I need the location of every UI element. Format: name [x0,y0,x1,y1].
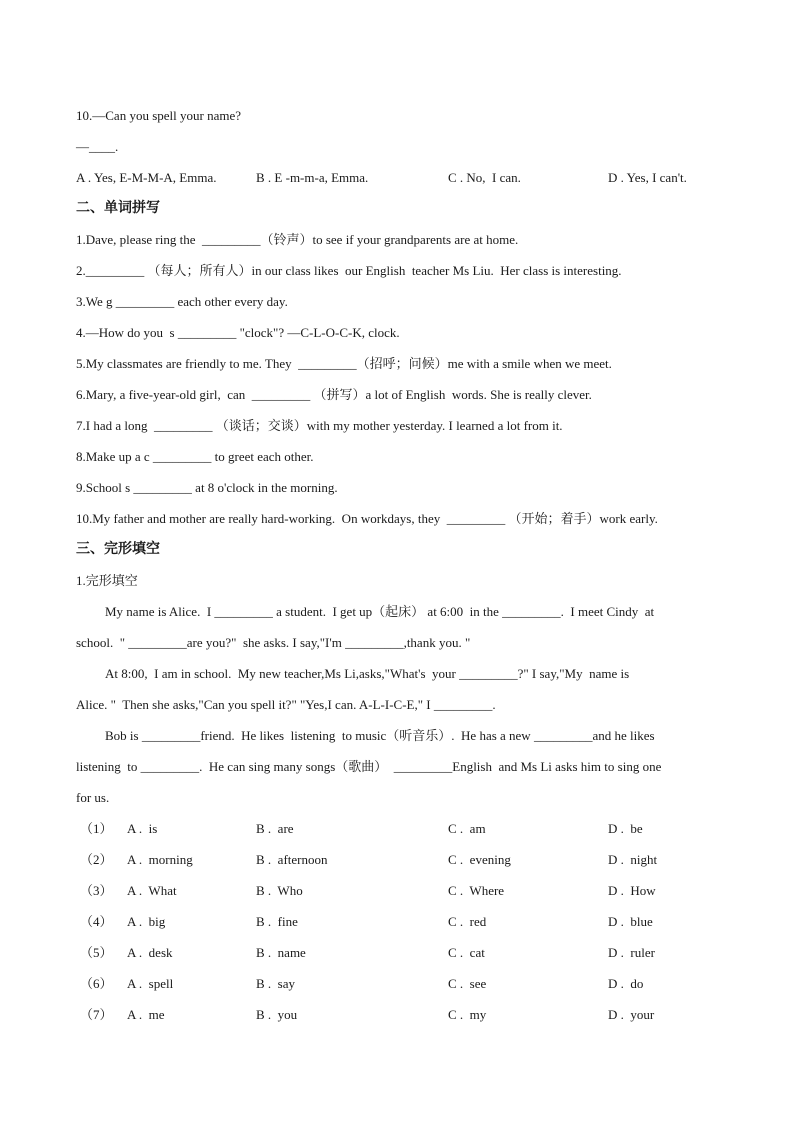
passage-text: My name is Alice. I _________ a student. I get up（起床） at 6:00 in the _________. I meet Cindy at [105,604,655,619]
passage-line [76,720,736,751]
spelling-item-text: 2._________ （每人；所有人）in our class likes our English teacher Ms Liu. Her class is interesting. [76,263,622,278]
spelling-item [76,255,736,286]
option-c: C . see [448,976,487,991]
option-a: A . desk [127,945,173,960]
passage-text: listening to _________. He can sing many songs（歌曲） _________English and Ms Li asks him to sing one [76,759,662,774]
spelling-item-text: 1.Dave, please ring the _________（铃声）to see if your grandparents are at home. [76,232,519,247]
option-d: D . do [608,976,644,991]
cloze-question [76,906,736,937]
spelling-item-text: 3.We g _________ each other every day. [76,294,288,309]
option-c: C . am [448,821,486,836]
passage-line [76,689,736,720]
question-number: （6） [80,976,113,991]
spelling-item-text: 7.I had a long _________ （谈话；交谈）with my mother yesterday. I learned a lot from it. [76,418,563,433]
spelling-item [76,410,736,441]
cloze-question [76,875,736,906]
question-10 [76,100,736,131]
section-heading: 二、单词拼写 [76,200,160,216]
option-c: C . No, I can. [448,170,521,185]
option-d: D . ruler [608,945,655,960]
option-d: D . your [608,1007,655,1022]
option-c: C . cat [448,945,485,960]
spelling-item [76,503,736,534]
option-a: A . What [127,883,177,898]
spelling-item-text: 4.—How do you s _________ "clock"? —C-L-O-C-K, clock. [76,325,400,340]
option-b: B . Who [256,883,303,898]
passage-line [76,751,736,782]
option-d: D . blue [608,914,653,929]
question-number: （1） [80,821,113,836]
option-a: A . me [127,1007,165,1022]
option-c: C . Where [448,883,505,898]
cloze-question [76,813,736,844]
cloze-question [76,844,736,875]
passage-line [76,596,736,627]
spelling-item-text: 5.My classmates are friendly to me. They _________（招呼；问候）me with a smile when we meet. [76,356,612,371]
cloze-question [76,999,736,1030]
option-b: B . say [256,976,295,991]
spelling-item [76,224,736,255]
option-d: D . be [608,821,643,836]
option-a: A . spell [127,976,174,991]
section-heading: 三、完形填空 [76,541,160,557]
option-a: A . morning [127,852,193,867]
option-a: A . Yes, E-M-M-A, Emma. [76,170,217,185]
spelling-item-text: 10.My father and mother are really hard-working. On workdays, they _________ （开始；着手）work early. [76,511,658,526]
question-number: （5） [80,945,113,960]
option-b: B . name [256,945,306,960]
answer-blank-text: —____. [76,139,119,154]
passage-line [76,627,736,658]
option-b: B . are [256,821,294,836]
spelling-item [76,441,736,472]
spelling-item [76,317,736,348]
question-text: 10.—Can you spell your name? [76,108,241,123]
passage-line [76,658,736,689]
question-number: （7） [80,1007,113,1022]
question-number: （2） [80,852,113,867]
passage-text: At 8:00, I am in school. My new teacher,Ms Li,asks,"What's your _________?" I say,"My name is [105,666,630,681]
question-number: （4） [80,914,113,929]
option-d: D . night [608,852,658,867]
question-10-options [76,162,736,193]
cloze-question [76,937,736,968]
question-number: （3） [80,883,113,898]
option-d: D . How [608,883,656,898]
option-b: B . you [256,1007,298,1022]
option-c: C . my [448,1007,487,1022]
spelling-item [76,472,736,503]
cloze-question [76,968,736,999]
answer-blank [76,131,736,162]
option-b: B . fine [256,914,298,929]
spelling-item [76,348,736,379]
option-b: B . E -m-m-a, Emma. [256,170,369,185]
passage-text: Alice. " Then she asks,"Can you spell it?" "Yes,I can. A-L-I-C-E," I _________. [76,697,496,712]
passage-text: school. " _________are you?" she asks. I say,"I'm _________,thank you. " [76,635,471,650]
spelling-item-text: 8.Make up a c _________ to greet each other. [76,449,314,464]
passage-line [76,782,736,813]
section-subtitle: 1.完形填空 [76,573,138,588]
worksheet-page [76,100,736,1030]
passage-text: Bob is _________friend. He likes listening to music（听音乐）. He has a new _________and he likes [105,728,655,743]
option-d: D . Yes, I can't. [608,170,687,185]
option-c: C . evening [448,852,511,867]
spelling-item [76,379,736,410]
option-b: B . afternoon [256,852,328,867]
spelling-item-text: 6.Mary, a five-year-old girl, can _________ （拼写）a lot of English words. She is really clever. [76,387,592,402]
option-a: A . is [127,821,158,836]
option-a: A . big [127,914,166,929]
option-c: C . red [448,914,487,929]
passage-text: for us. [76,790,110,805]
spelling-item [76,286,736,317]
spelling-item-text: 9.School s _________ at 8 o'clock in the morning. [76,480,338,495]
